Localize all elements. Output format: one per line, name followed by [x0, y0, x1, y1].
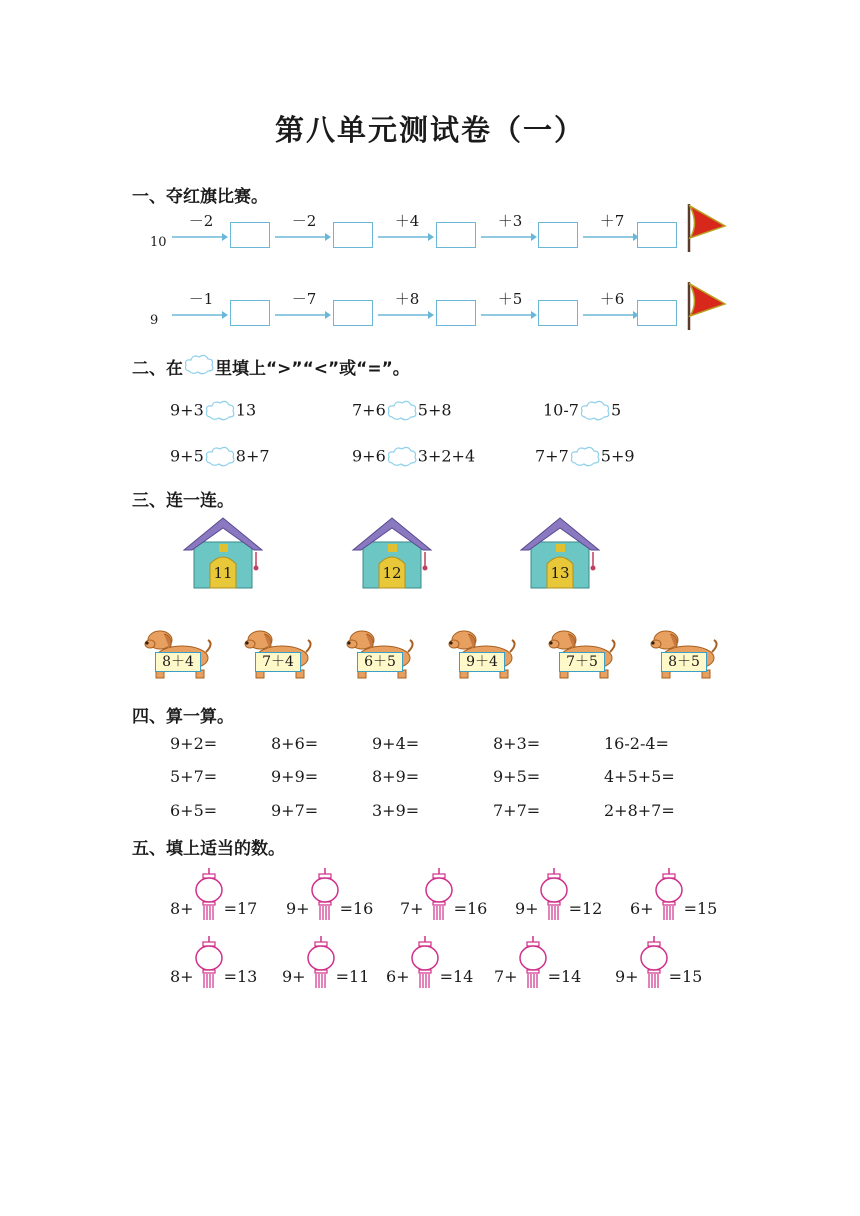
cloud-blank-icon[interactable] — [579, 400, 611, 422]
compare-left: 9+3 — [170, 400, 204, 420]
lantern-right: =13 — [223, 967, 258, 986]
dog[interactable] — [142, 626, 214, 682]
lantern-right: =15 — [668, 967, 703, 986]
flag-race-row-1 — [140, 210, 740, 270]
dog-expression: 9＋4 — [459, 652, 505, 672]
lantern-icon[interactable] — [410, 936, 440, 992]
calc-problem: 9+9= — [271, 767, 319, 786]
calc-problem: 8+3= — [493, 734, 541, 753]
lantern-icon[interactable] — [518, 936, 548, 992]
lantern-equation — [615, 930, 702, 990]
lantern-icon[interactable] — [310, 868, 340, 924]
cloud-blank-icon[interactable] — [204, 446, 236, 468]
section-1-heading: 一、夺红旗比赛。 — [132, 187, 268, 207]
lantern-equation — [286, 862, 373, 922]
dog[interactable] — [648, 626, 720, 682]
arrow-icon — [172, 232, 228, 242]
dog[interactable] — [446, 626, 518, 682]
calc-problem: 8+9= — [372, 767, 420, 786]
answer-box[interactable] — [436, 300, 476, 326]
compare-left: 9+6 — [352, 446, 386, 466]
lantern-right: =14 — [439, 967, 474, 986]
answer-box[interactable] — [230, 222, 270, 248]
arrow-icon — [275, 232, 331, 242]
dog-expression: 7＋5 — [559, 652, 605, 672]
step-operation: ＋5 — [497, 290, 523, 308]
answer-box[interactable] — [230, 300, 270, 326]
lantern-right: =12 — [568, 899, 603, 918]
calc-problem: 8+6= — [271, 734, 319, 753]
flag-race-row-2 — [140, 288, 740, 348]
dog[interactable] — [546, 626, 618, 682]
lantern-left: 9+ — [615, 967, 639, 986]
red-flag-icon — [685, 202, 729, 254]
compare-right: 8+7 — [235, 446, 270, 466]
section-2-heading — [132, 354, 410, 381]
house-number: 13 — [550, 564, 570, 582]
step-operation: ＋4 — [394, 212, 420, 230]
compare-item — [170, 400, 256, 422]
section-4-heading: 四、算一算。 — [132, 707, 234, 727]
arrow-icon — [583, 232, 639, 242]
step-operation: －2 — [291, 212, 317, 230]
lantern-left: 8+ — [170, 899, 194, 918]
compare-item — [170, 446, 270, 468]
lantern-equation — [630, 862, 717, 922]
lantern-equation — [170, 930, 257, 990]
compare-right: 5 — [610, 400, 622, 420]
arrow-icon — [481, 232, 537, 242]
house[interactable] — [351, 516, 433, 590]
compare-left: 10-7 — [543, 400, 579, 420]
lantern-equation — [282, 930, 369, 990]
lantern-left: 7+ — [494, 967, 518, 986]
cloud-blank-icon[interactable] — [569, 446, 601, 468]
step-operation: －1 — [188, 290, 214, 308]
answer-box[interactable] — [436, 222, 476, 248]
answer-box[interactable] — [538, 222, 578, 248]
arrow-icon — [172, 310, 228, 320]
compare-item — [352, 446, 475, 468]
lantern-left: 9+ — [282, 967, 306, 986]
calc-problem: 9+5= — [493, 767, 541, 786]
lantern-right: =11 — [335, 967, 370, 986]
red-flag-icon — [685, 280, 729, 332]
compare-item — [535, 446, 635, 468]
house[interactable] — [182, 516, 264, 590]
compare-right: 3+2+4 — [417, 446, 476, 466]
step-operation: －7 — [291, 290, 317, 308]
section-3-heading: 三、连一连。 — [132, 491, 234, 511]
lantern-icon[interactable] — [539, 868, 569, 924]
answer-box[interactable] — [637, 222, 677, 248]
compare-left: 7+6 — [352, 400, 386, 420]
step-operation: ＋3 — [497, 212, 523, 230]
arrow-icon — [583, 310, 639, 320]
lantern-equation — [494, 930, 581, 990]
lantern-icon[interactable] — [194, 936, 224, 992]
lantern-equation — [515, 862, 602, 922]
compare-right: 5+8 — [417, 400, 452, 420]
calc-problem: 4+5+5= — [604, 767, 675, 786]
lantern-icon[interactable] — [424, 868, 454, 924]
lantern-left: 6+ — [630, 899, 654, 918]
lantern-icon[interactable] — [639, 936, 669, 992]
calc-problem: 16-2-4= — [604, 734, 669, 753]
section-2-prefix: 二、在 — [132, 359, 183, 379]
dog-expression: 8＋4 — [155, 652, 201, 672]
lantern-equation — [386, 930, 473, 990]
house-number: 11 — [213, 564, 233, 582]
calc-problem: 7+7= — [493, 801, 541, 820]
lantern-left: 6+ — [386, 967, 410, 986]
dog-expression: 6＋5 — [357, 652, 403, 672]
section-5-heading: 五、填上适当的数。 — [132, 839, 285, 859]
calc-problem: 9+7= — [271, 801, 319, 820]
answer-box[interactable] — [538, 300, 578, 326]
house-number: 12 — [382, 564, 402, 582]
lantern-left: 9+ — [286, 899, 310, 918]
lantern-equation — [400, 862, 487, 922]
lantern-left: 9+ — [515, 899, 539, 918]
step-operation: ＋7 — [599, 212, 625, 230]
dog[interactable] — [242, 626, 314, 682]
lantern-left: 8+ — [170, 967, 194, 986]
section-2-suffix: 里填上“>”“<”或“=”。 — [215, 359, 410, 379]
compare-left: 7+7 — [535, 446, 569, 466]
calc-problem: 3+9= — [372, 801, 420, 820]
calc-problem: 2+8+7= — [604, 801, 675, 820]
lantern-right: =15 — [683, 899, 718, 918]
lantern-equation — [170, 862, 257, 922]
calc-problem: 5+7= — [170, 767, 218, 786]
compare-item — [352, 400, 452, 422]
arrow-icon — [275, 310, 331, 320]
dog-expression: 8＋5 — [661, 652, 707, 672]
start-number: 9 — [150, 313, 159, 328]
answer-box[interactable] — [333, 222, 373, 248]
calc-problem: 6+5= — [170, 801, 218, 820]
compare-left: 9+5 — [170, 446, 204, 466]
step-operation: ＋6 — [599, 290, 625, 308]
cloud-icon — [183, 353, 215, 377]
dog-expression: 7＋4 — [255, 652, 301, 672]
lantern-right: =16 — [339, 899, 374, 918]
dog[interactable] — [344, 626, 416, 682]
arrow-icon — [378, 310, 434, 320]
step-operation: ＋8 — [394, 290, 420, 308]
lantern-icon[interactable] — [194, 868, 224, 924]
house[interactable] — [519, 516, 601, 590]
step-operation: －2 — [188, 212, 214, 230]
compare-item — [543, 400, 621, 422]
lantern-icon[interactable] — [306, 936, 336, 992]
compare-right: 13 — [235, 400, 257, 420]
lantern-right: =17 — [223, 899, 258, 918]
cloud-blank-icon[interactable] — [386, 400, 418, 422]
calc-problem: 9+2= — [170, 734, 218, 753]
calc-problem: 9+4= — [372, 734, 420, 753]
arrow-icon — [378, 232, 434, 242]
lantern-left: 7+ — [400, 899, 424, 918]
arrow-icon — [481, 310, 537, 320]
lantern-right: =14 — [547, 967, 582, 986]
lantern-right: =16 — [453, 899, 488, 918]
answer-box[interactable] — [333, 300, 373, 326]
lantern-icon[interactable] — [654, 868, 684, 924]
start-number: 10 — [150, 235, 167, 250]
compare-right: 5+9 — [600, 446, 635, 466]
answer-box[interactable] — [637, 300, 677, 326]
page-title: 第八单元测试卷（一） — [274, 113, 585, 147]
cloud-blank-icon[interactable] — [204, 400, 236, 422]
cloud-blank-icon[interactable] — [386, 446, 418, 468]
